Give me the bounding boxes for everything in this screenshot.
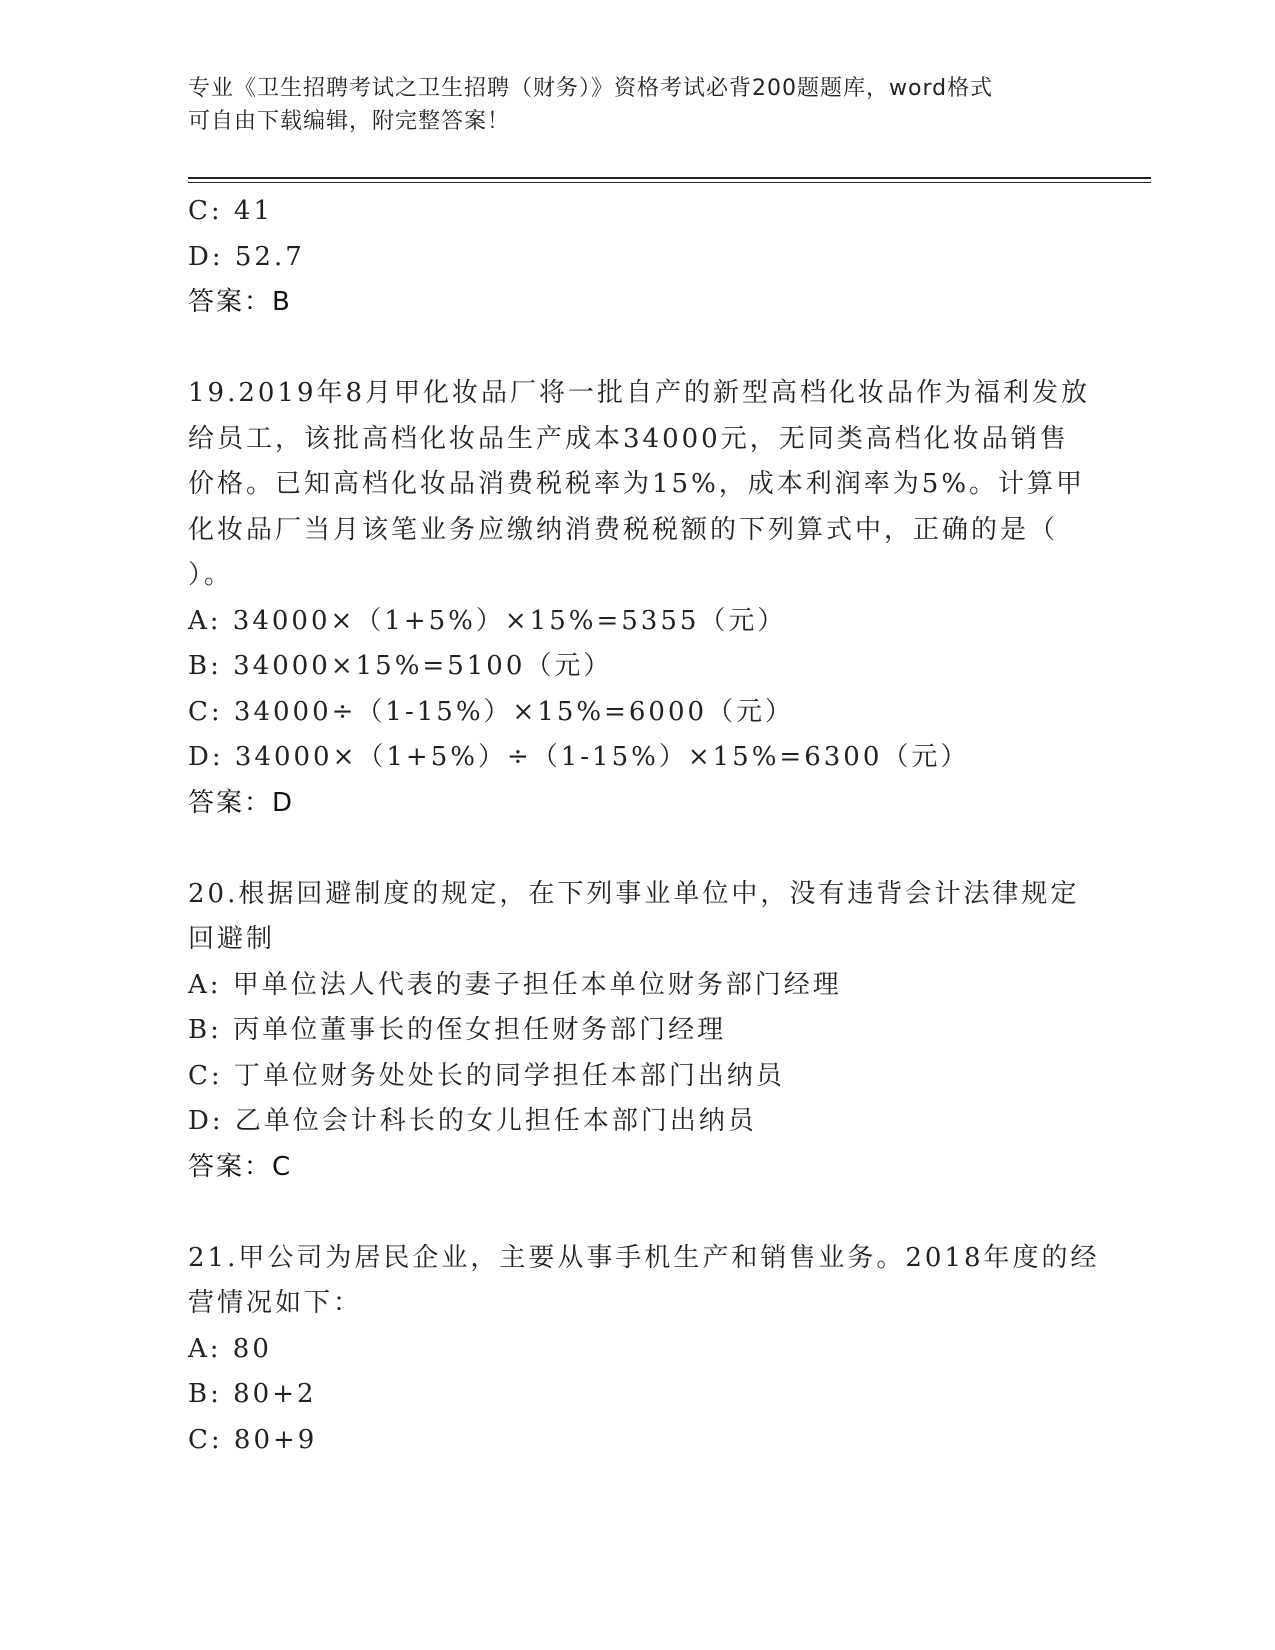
- spacer: [188, 826, 1088, 872]
- page-header: [188, 72, 1088, 138]
- q19-option-c: C: 34000÷（1-15%）×15%=6000（元）: [188, 696, 795, 727]
- q19-stem-line-1: 19.2019年8月甲化妆品厂将一批自产的新型高档化妆品作为福利发放: [188, 378, 1091, 408]
- q20-option-c: C: 丁单位财务处处长的同学担任本部门出纳员: [188, 1060, 785, 1091]
- q21-option-a: A: 80: [188, 1333, 272, 1364]
- q21-option-b: B: 80+2: [188, 1379, 317, 1409]
- q18-option-d: D: 52.7: [188, 241, 305, 272]
- header-rule-thick: [188, 177, 1151, 179]
- q19-answer: 答案：D: [188, 787, 295, 818]
- document-body: [188, 189, 1100, 1463]
- q21-stem-line-1: 21.甲公司为居民企业，主要从事手机生产和销售业务。2018年度的经: [188, 1242, 1100, 1273]
- q20-option-a: A: 甲单位法人代表的妻子担任本单位财务部门经理: [188, 969, 842, 1000]
- header-line-2: 可自由下载编辑，附完整答案！: [188, 109, 511, 134]
- q18-answer: 答案：B: [188, 287, 292, 317]
- q21-stem-line-2: 营情况如下：: [188, 1288, 363, 1318]
- question-21: [188, 1236, 1100, 1464]
- spacer: [188, 1190, 1088, 1236]
- header-line-1: 专业《卫生招聘考试之卫生招聘（财务）》资格考试必背200题题库，word格式: [188, 76, 994, 101]
- q20-option-b: B: 丙单位董事长的侄女担任财务部门经理: [188, 1015, 727, 1045]
- q19-option-a: A: 34000×（1+5%）×15%=5355（元）: [188, 605, 787, 636]
- q20-answer: 答案：C: [188, 1151, 293, 1182]
- q20-stem-line-2: 回避制: [188, 924, 276, 954]
- q20-stem-line-1: 20.根据回避制度的规定，在下列事业单位中，没有违背会计法律规定: [188, 878, 1080, 909]
- q19-stem-line-2: 给员工，该批高档化妆品生产成本34000元，无同类高档化妆品销售: [188, 423, 1069, 454]
- q21-option-c: C: 80+9: [188, 1424, 318, 1455]
- header-rule-thin: [188, 182, 1151, 183]
- q19-stem-line-3: 价格。已知高档化妆品消费税税率为15%，成本利润率为5%。计算甲: [188, 469, 1086, 499]
- question-18: [188, 189, 1088, 326]
- q19-stem-line-5: ）。: [188, 560, 234, 590]
- spacer: [188, 326, 1088, 372]
- q18-option-c: C: 41: [188, 196, 274, 226]
- q19-option-b: B: 34000×15%=5100（元）: [188, 651, 613, 681]
- question-20: [188, 872, 1088, 1191]
- q19-option-d: D: 34000×（1+5%）÷（1-15%）×15%=6300（元）: [188, 742, 970, 772]
- q19-stem-line-4: 化妆品厂当月该笔业务应缴纳消费税税额的下列算式中，正确的是（: [188, 514, 1059, 545]
- question-19: [188, 371, 1091, 826]
- q20-option-d: D: 乙单位会计科长的女儿担任本部门出纳员: [188, 1106, 757, 1136]
